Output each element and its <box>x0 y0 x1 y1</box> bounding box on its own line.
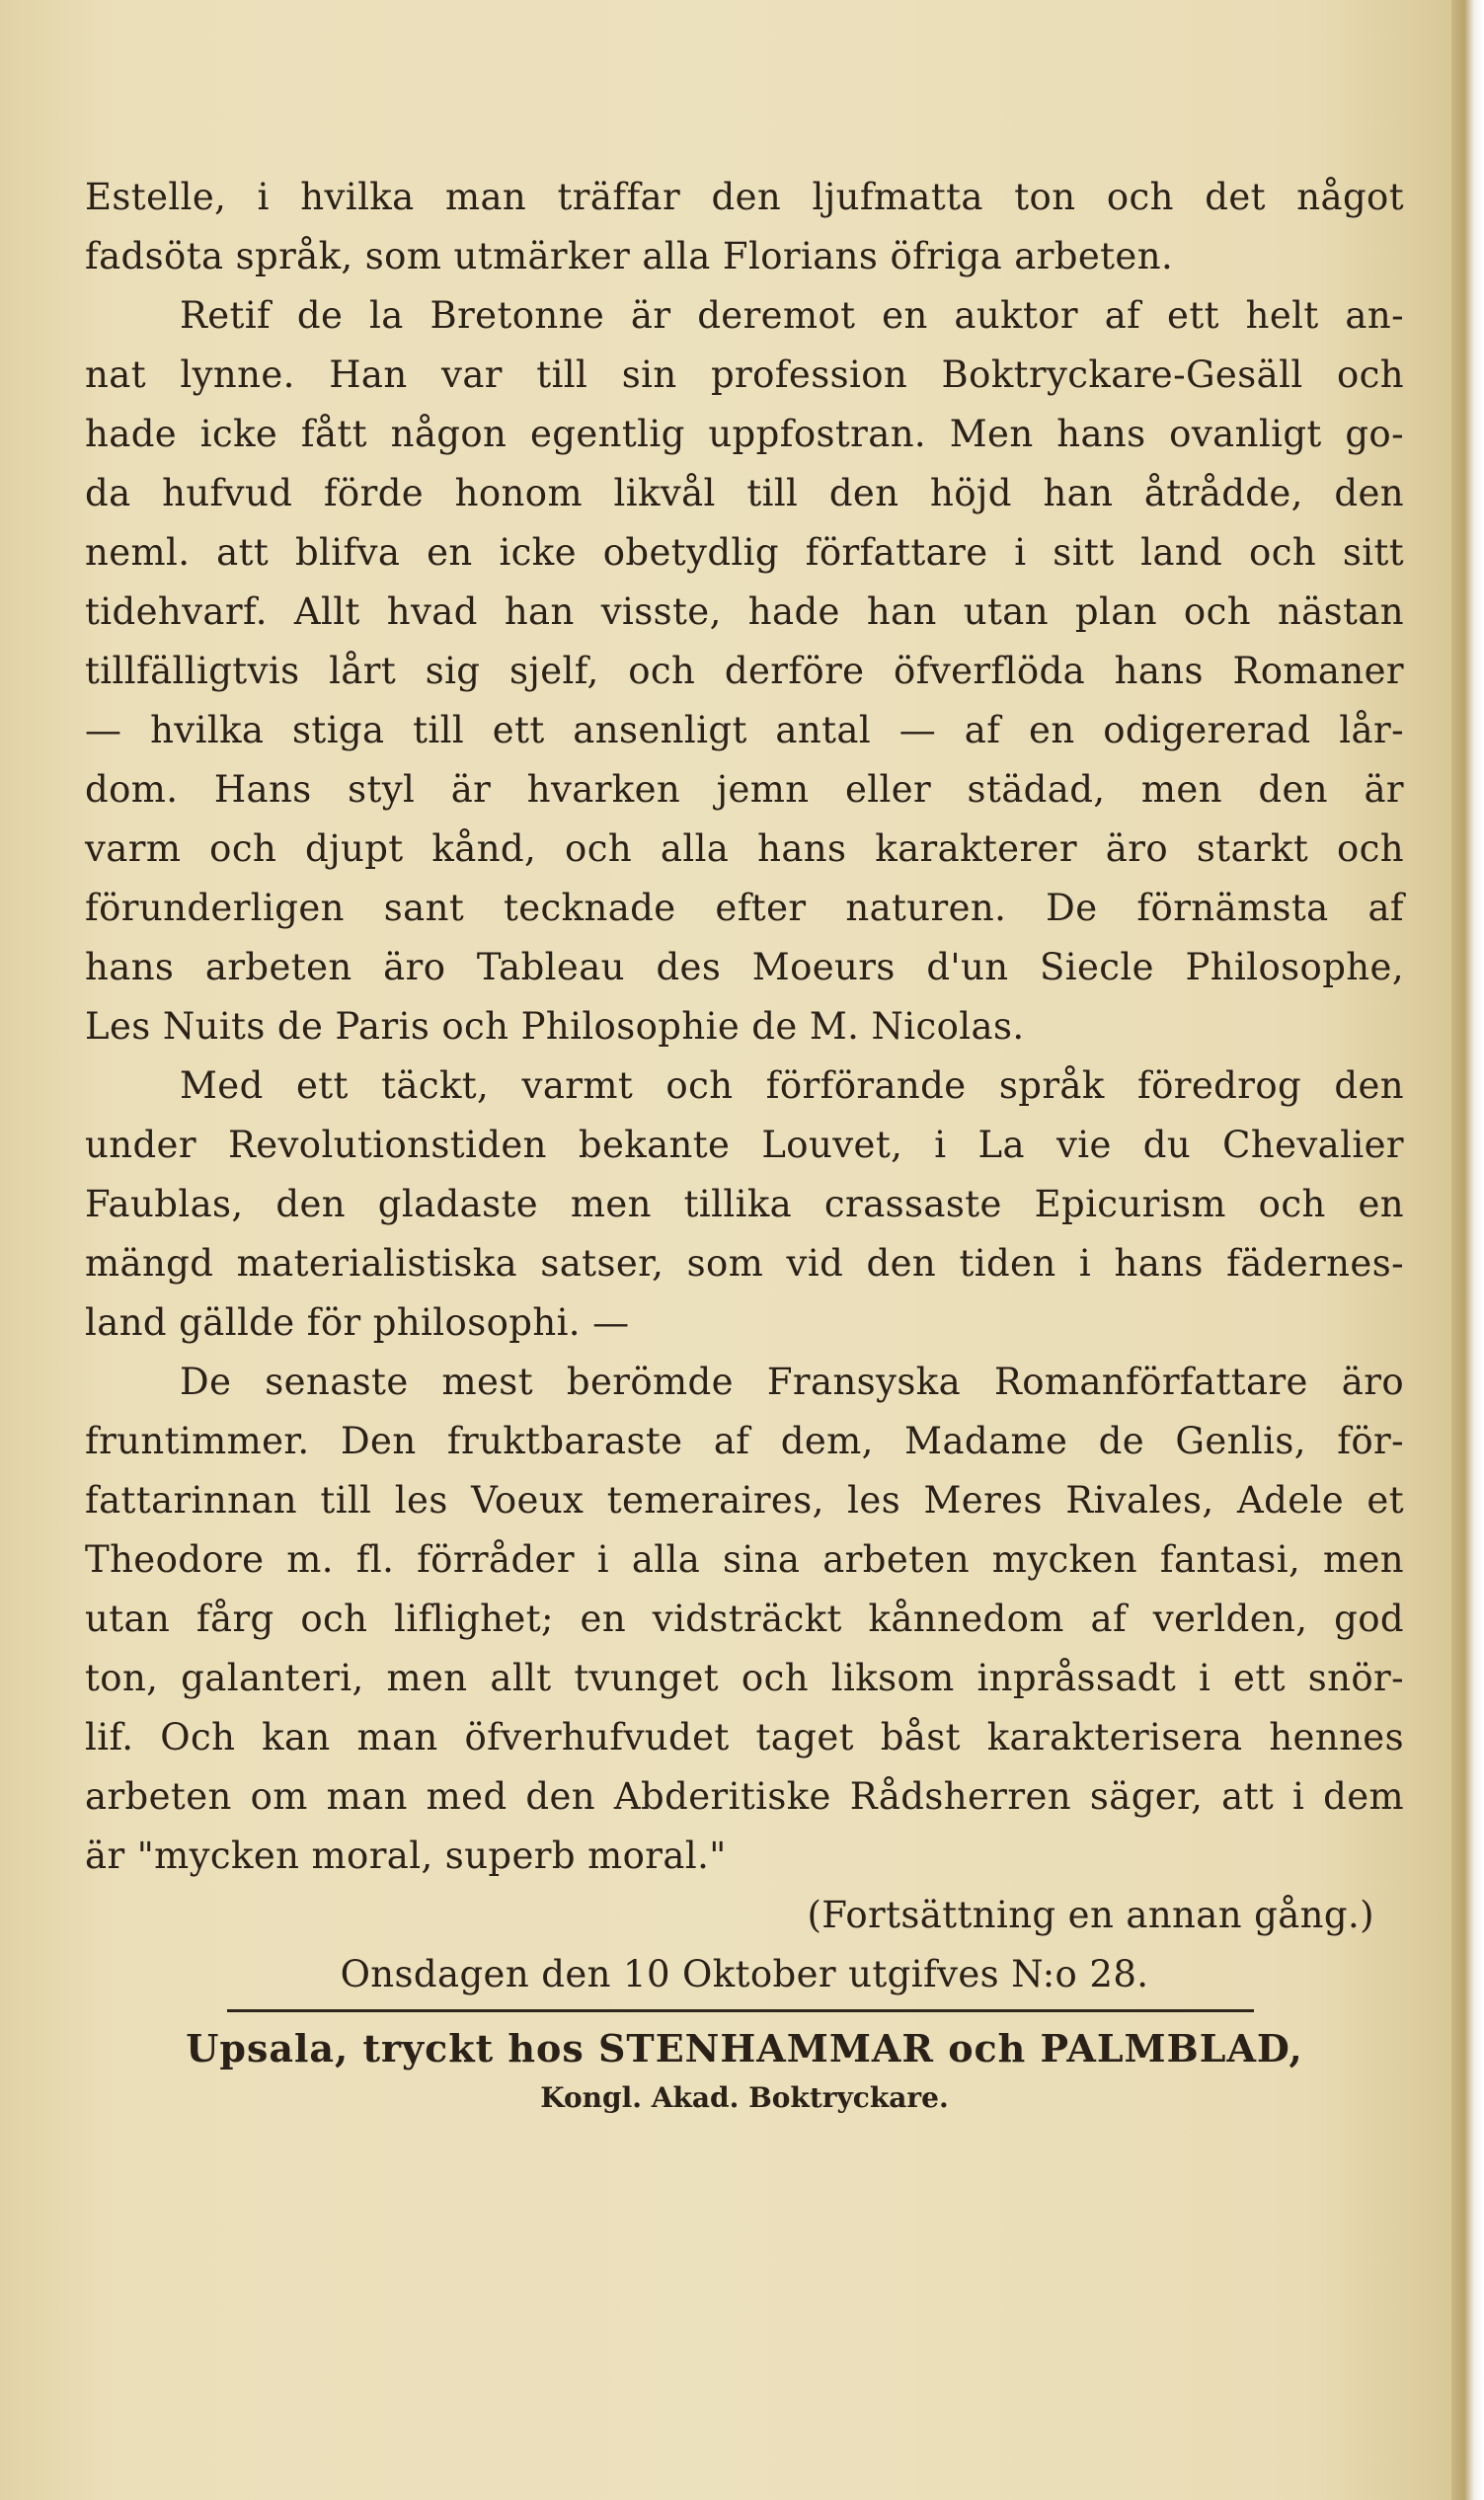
text-line: ton, galanteri, men allt tvunget och liksom inpråssadt i ett snör- <box>85 1657 1404 1699</box>
text-line: varm och djupt kånd, och alla hans karakterer äro starkt och <box>85 827 1404 870</box>
text-line: Les Nuits de Paris och Philosophie de M. Nicolas. <box>85 1005 1025 1048</box>
text-line: är "mycken moral, superb moral." <box>85 1835 727 1877</box>
text-line: dom. Hans styl är hvarken jemn eller städad, men den är <box>85 768 1404 811</box>
imprint-line: Upsala, tryckt hos STENHAMMAR och PALMBLAD, <box>186 2026 1303 2070</box>
text-line: Theodore m. fl. förråder i alla sina arbeten mycken fantasi, men <box>85 1538 1404 1581</box>
text-line: Faublas, den gladaste men tillika crassaste Epicurism och en <box>85 1183 1404 1225</box>
footer-rule <box>227 2009 1254 2012</box>
text-line: under Revolutionstiden bekante Louvet, i La vie du Chevalier <box>85 1124 1404 1166</box>
text-line: lif. Och kan man öfverhufvudet taget båst karakterisera hennes <box>85 1716 1404 1758</box>
text-line: Retif de la Bretonne är deremot en auktor af ett helt an- <box>180 294 1404 337</box>
text-line: fruntimmer. Den fruktbaraste af dem, Madame de Genlis, för- <box>85 1420 1404 1462</box>
next-issue-note: Onsdagen den 10 Oktober utgifves N:o 28. <box>340 1953 1149 1995</box>
text-line: mängd materialistiska satser, som vid den tiden i hans fädernes- <box>85 1242 1404 1285</box>
body-text <box>85 168 1404 2004</box>
text-line: De senaste mest berömde Fransyska Romanförfattare äro <box>180 1361 1404 1403</box>
page-edge <box>1451 0 1484 2500</box>
text-line: fadsöta språk, som utmärker alla Florians öfriga arbeten. <box>85 235 1174 277</box>
text-line: tillfälligtvis lårt sig sjelf, och derföre öfverflöda hans Romaner <box>85 650 1404 692</box>
text-line: hans arbeten äro Tableau des Moeurs d'un Siecle Philosophe, <box>85 946 1404 988</box>
text-line: tidehvarf. Allt hvad han visste, hade han utan plan och nästan <box>85 590 1404 633</box>
text-line: nat lynne. Han var till sin profession Boktryckare-Gesäll och <box>85 353 1404 396</box>
text-line: Med ett täckt, varmt och förförande språk föredrog den <box>180 1064 1404 1107</box>
text-line: hade icke fått någon egentlig uppfostran. Men hans ovanligt go- <box>85 413 1404 455</box>
text-line: arbeten om man med den Abderitiske Rådsherren säger, att i dem <box>85 1775 1404 1818</box>
text-line: förunderligen sant tecknade efter naturen. De förnämsta af <box>85 887 1404 929</box>
imprint-subline: Kongl. Akad. Boktryckare. <box>540 2081 949 2114</box>
text-line: utan fårg och liflighet; en vidsträckt kånnedom af verlden, god <box>85 1598 1404 1640</box>
text-line: fattarinnan till les Voeux temeraires, les Meres Rivales, Adele et <box>85 1479 1404 1522</box>
text-line: land gällde för philosophi. — <box>85 1301 630 1344</box>
text-line: da hufvud förde honom likvål till den höjd han åtrådde, den <box>85 472 1404 514</box>
text-line: neml. att blifva en icke obetydlig författare i sitt land och sitt <box>85 531 1404 574</box>
continuation-note: (Fortsättning en annan gång.) <box>807 1894 1374 1936</box>
text-line: Estelle, i hvilka man träffar den ljufmatta ton och det något <box>85 176 1404 218</box>
text-line: — hvilka stiga till ett ansenligt antal — af en odigererad lår- <box>85 709 1404 751</box>
